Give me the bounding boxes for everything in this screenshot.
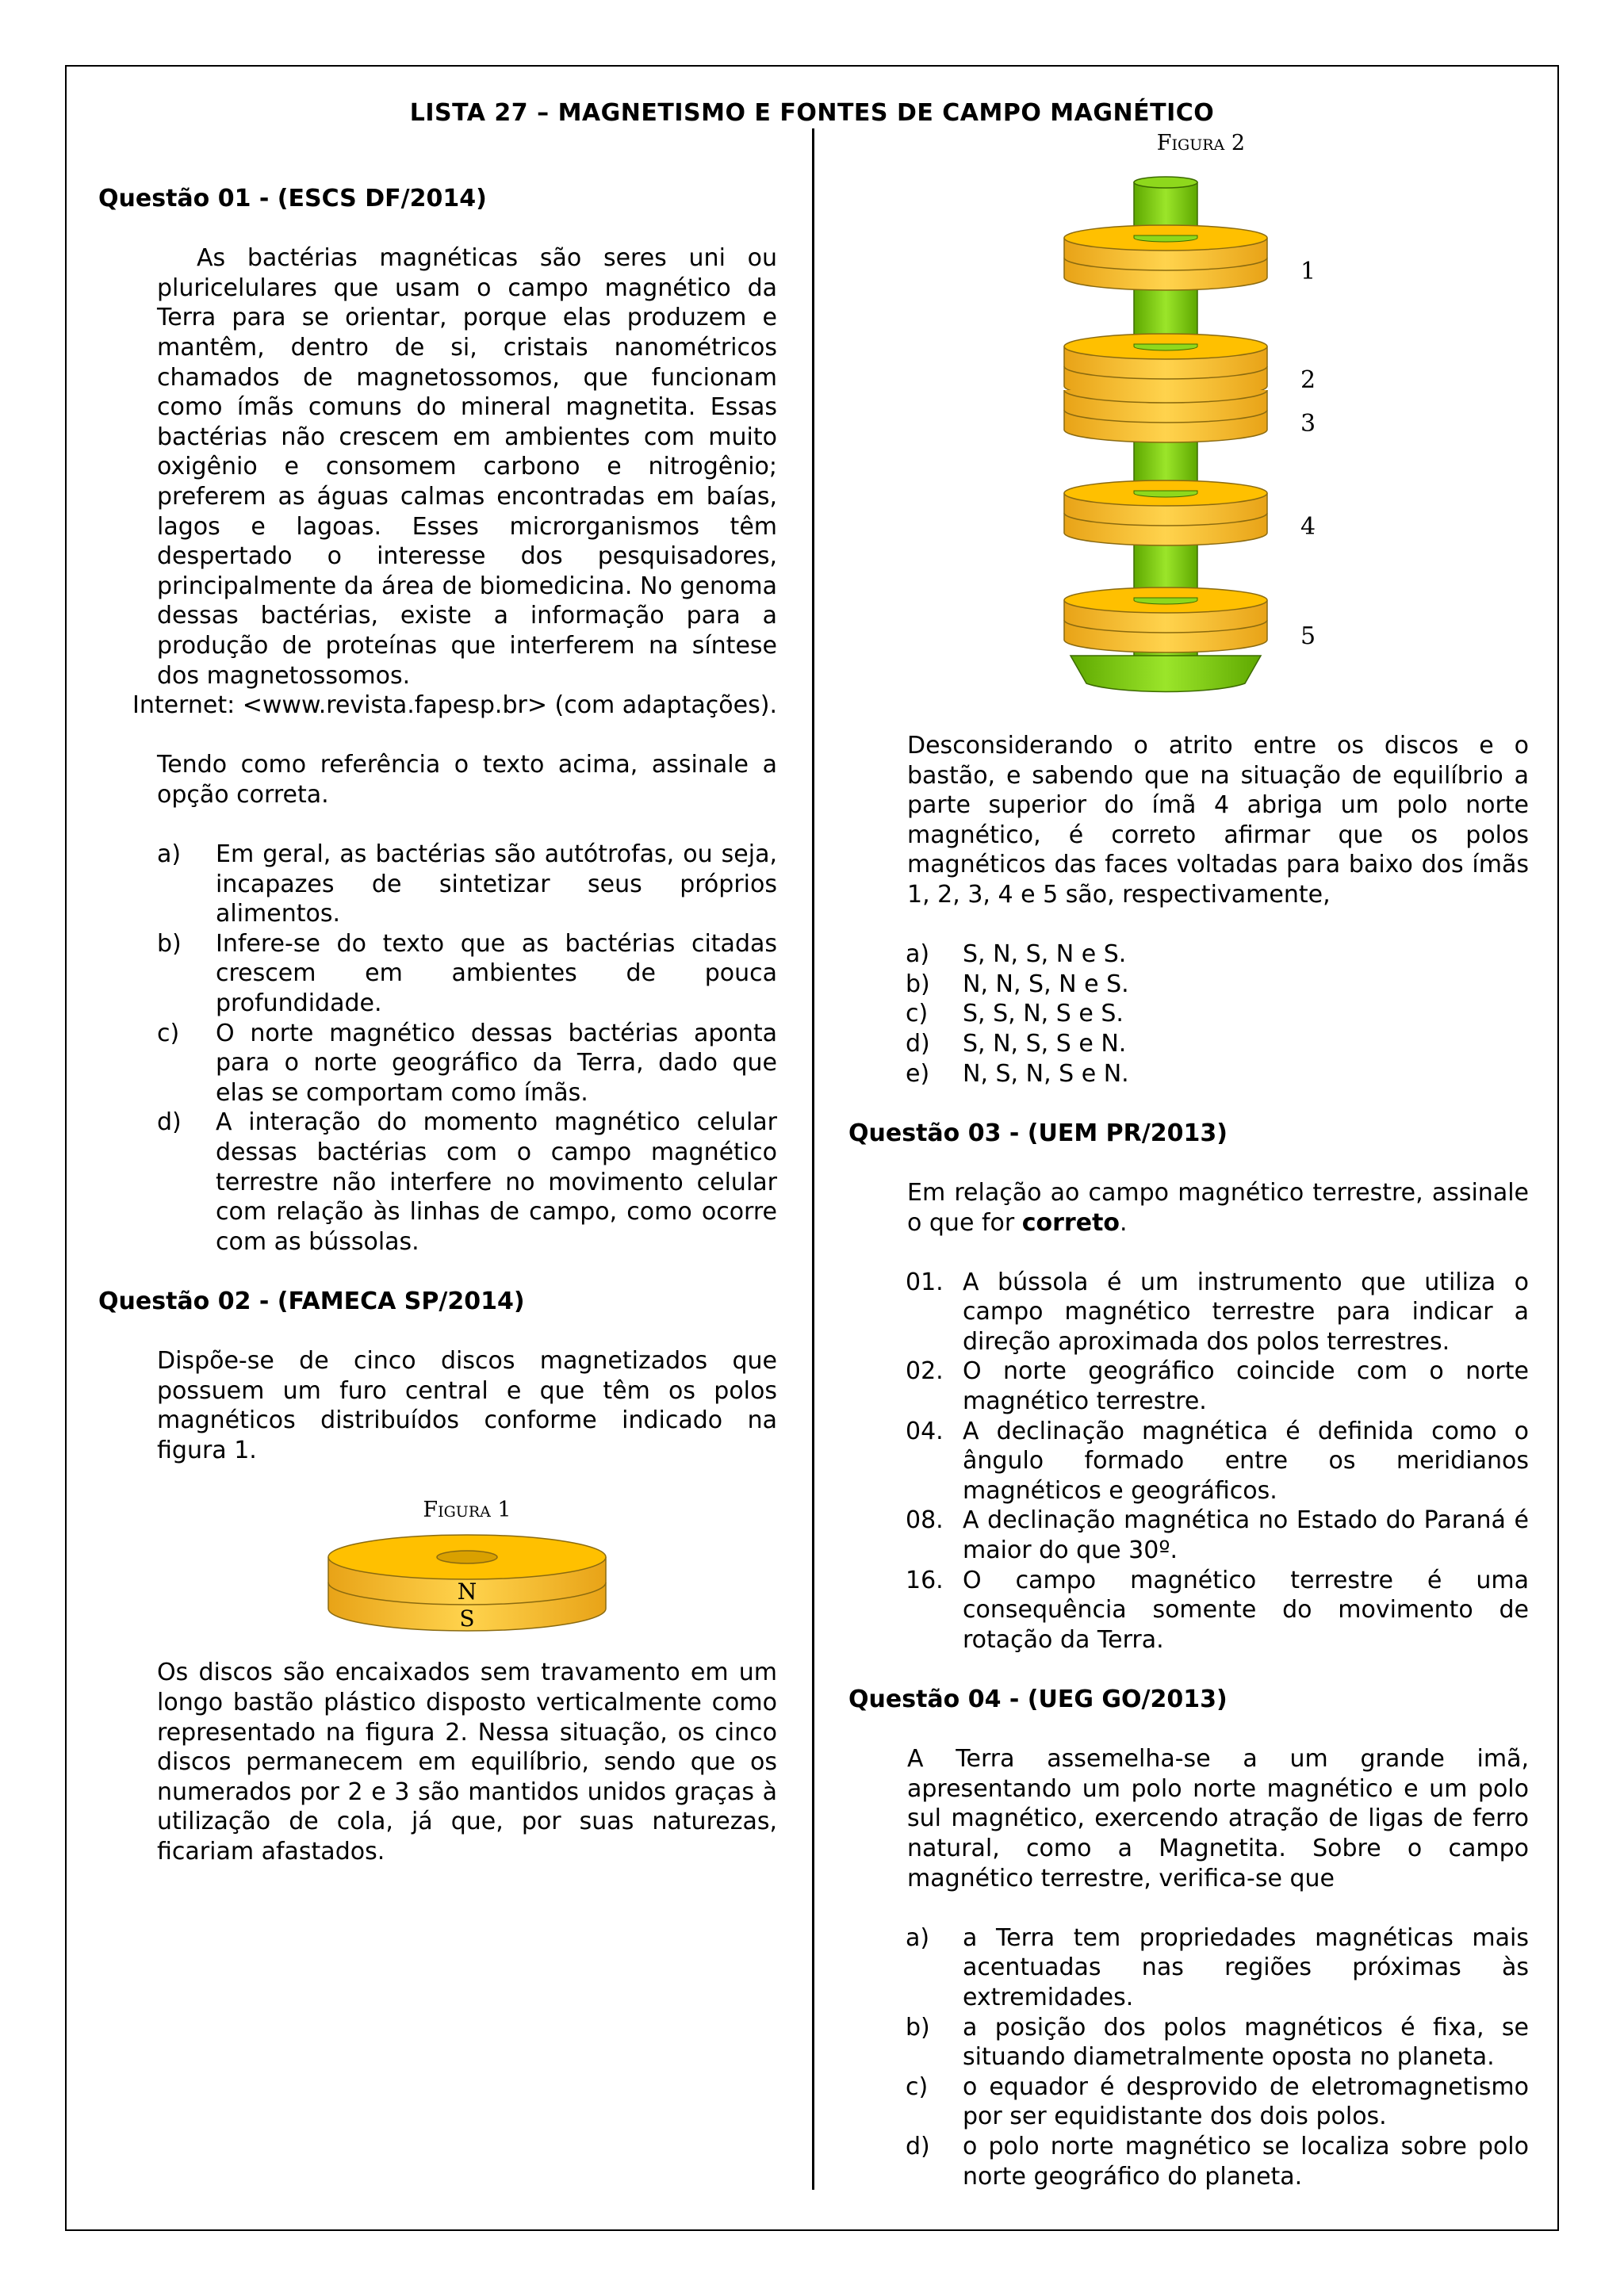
option-item: [848, 999, 1529, 1029]
option-label: a): [906, 1923, 930, 1952]
option-label: b): [906, 2013, 930, 2042]
question-01-source: Internet: <www.revista.fapesp.br> (com adaptações).: [132, 691, 777, 720]
page-title: LISTA 27 – MAGNETISMO E FONTES DE CAMPO MAGNÉTICO: [409, 99, 1215, 127]
option-label: 08.: [906, 1506, 944, 1535]
option-label: a): [157, 840, 182, 869]
option-item: [98, 1019, 777, 1108]
option-text: A declinação magnética no Estado do Paraná é maior do que 30º.: [963, 1506, 1529, 1565]
option-label: d): [906, 1029, 930, 1058]
disc-5: [1064, 587, 1267, 652]
question-01-prompt: Tendo como referência o texto acima, assinale a opção correta.: [157, 751, 777, 809]
option-text: o equador é desprovido de eletromagnetismo por ser equidistante dos dois polos.: [963, 2072, 1529, 2131]
option-text: A interação do momento magnético celular dessas bactérias com o campo magnético terrestre não interfere no movimento celular com relação às linhas de campo, como ocorre com as bússolas.: [216, 1108, 777, 1256]
option-text: O norte geográfico coincide com o norte magnético terrestre.: [963, 1357, 1529, 1416]
prompt-bold-word: correto: [1021, 1208, 1120, 1237]
question-04-options: [848, 1923, 1529, 2191]
option-text: N, N, S, N e S.: [963, 970, 1129, 998]
option-text: S, N, S, S e N.: [963, 1029, 1127, 1058]
disc-label-1: 1: [1300, 258, 1316, 285]
option-text: o polo norte magnético se localiza sobre polo norte geográfico do planeta.: [963, 2132, 1529, 2191]
figure-2-caption: Figura 2: [1156, 131, 1245, 155]
question-01-options: [98, 840, 777, 1257]
option-item: [848, 1923, 1529, 2013]
question-04-heading: Questão 04 - (UEG GO/2013): [848, 1686, 1228, 1713]
left-column: [98, 184, 777, 1866]
disc-3: [1064, 390, 1267, 442]
option-label: d): [157, 1108, 182, 1137]
option-text: N, S, N, S e N.: [963, 1059, 1129, 1088]
option-item: [98, 1108, 777, 1257]
option-label: 16.: [906, 1566, 944, 1594]
figure-2-stacked-discs: [1055, 176, 1348, 699]
option-item: [848, 1566, 1529, 1655]
option-item: [848, 1357, 1529, 1416]
option-label: 01.: [906, 1268, 944, 1296]
option-item: [848, 2013, 1529, 2072]
option-item: [848, 1059, 1529, 1089]
option-item: [848, 2132, 1529, 2191]
option-text: A declinação magnética é definida como o ângulo formado entre os meridianos magnéticos e geográficos.: [963, 1417, 1529, 1505]
question-02-text-1: Dispõe-se de cinco discos magnetizados que possuem um furo central e que têm os polos magnéticos distribuídos conforme indicado na figura 1.: [157, 1347, 777, 1464]
option-item: [848, 1506, 1529, 1565]
option-item: [98, 840, 777, 929]
disc-1: [1064, 225, 1267, 290]
option-text: O campo magnético terrestre é uma consequência somente do movimento de rotação da Terra.: [963, 1566, 1529, 1654]
prompt-text: Em relação ao campo magnético terrestre, assinale o que for: [907, 1178, 1529, 1237]
figure-1-disc-magnet: [324, 1533, 610, 1636]
right-column: [848, 731, 1529, 2191]
column-divider: [812, 128, 814, 2190]
option-text: O norte magnético dessas bactérias aponta para o norte geográfico da Terra, dado que elas se comportam como ímãs.: [216, 1019, 777, 1107]
question-02-heading: Questão 02 - (FAMECA SP/2014): [98, 1287, 525, 1315]
option-label: a): [906, 940, 930, 969]
question-03-heading: Questão 03 - (UEM PR/2013): [848, 1119, 1228, 1147]
option-item: [98, 929, 777, 1019]
option-text: a posição dos polos magnéticos é fixa, se situando diametralmente oposta no planeta.: [963, 2013, 1529, 2072]
option-label: d): [906, 2132, 930, 2160]
option-item: [848, 1268, 1529, 1357]
option-label: b): [906, 970, 930, 998]
disc-4: [1064, 480, 1267, 545]
option-label: 02.: [906, 1357, 944, 1386]
option-item: [848, 1029, 1529, 1059]
disc-label-3: 3: [1300, 410, 1316, 438]
question-01-heading: Questão 01 - (ESCS DF/2014): [98, 185, 487, 212]
question-03-prompt: [848, 1178, 1529, 1238]
option-label: 04.: [906, 1417, 944, 1445]
option-text: Em geral, as bactérias são autótrofas, ou seja, incapazes de sintetizar seus próprios alimentos.: [216, 840, 777, 928]
option-item: [848, 970, 1529, 1000]
disc-label-2: 2: [1300, 366, 1316, 394]
option-item: [848, 2072, 1529, 2132]
question-04-text: A Terra assemelha-se a um grande imã, apresentando um polo norte magnético e um polo sul magnético, exercendo atração de ligas de ferro natural, como a Magnetita. Sobre o campo magnético terrestre, verifica-se que: [907, 1745, 1529, 1892]
disc-2: [1064, 334, 1267, 399]
disc-label-5: 5: [1300, 622, 1316, 650]
figure-1-north-label: N: [457, 1578, 477, 1605]
question-02-text-2: Os discos são encaixados sem travamento em um longo bastão plástico disposto verticalmente como representado na figura 2. Nessa situação, os cinco discos permanecem em equilíbrio, sendo que os numerados por 2 e 3 são mantidos unidos graças à utilização de cola, já que, por suas naturezas, ficariam afastados.: [157, 1659, 777, 1866]
option-text: A bússola é um instrumento que utiliza o campo magnético terrestre para indicar a direção aproximada dos polos terrestres.: [963, 1268, 1529, 1356]
question-03-options: [848, 1268, 1529, 1655]
figure-1-caption: Figura 1: [423, 1498, 511, 1523]
option-label: c): [906, 2072, 929, 2101]
option-item: [848, 939, 1529, 970]
option-text: a Terra tem propriedades magnéticas mais acentuadas nas regiões próximas às extremidades.: [963, 1923, 1529, 2011]
option-label: b): [157, 929, 182, 958]
option-item: [848, 1417, 1529, 1506]
option-label: e): [906, 1059, 930, 1088]
prompt-end: .: [1120, 1208, 1128, 1237]
option-text: S, N, S, N e S.: [963, 940, 1127, 969]
figure-1-south-label: S: [459, 1605, 475, 1632]
question-01-text: As bactérias magnéticas são seres uni ou pluricelulares que usam o campo magnético da Terra para se orientar, porque elas produzem e mantêm, dentro de si, cristais nanométricos chamados de magnetossomos, que funcionam como ímãs comuns do mineral magnetita. Essas bactérias não crescem em ambientes com muito oxigênio e consomem carbono e nitrogênio; preferem as águas calmas encontradas em baías, lagos e lagoas. Esses microrganismos têm despertado o interesse dos pesquisadores, principalmente da área de biomedicina. No genoma dessas bactérias, existe a informação para a produção de proteínas que interferem na síntese dos magnetossomos.: [157, 244, 777, 690]
question-02-options: [848, 939, 1529, 1089]
question-02-text-3: Desconsiderando o atrito entre os discos e o bastão, e sabendo que na situação de equilíbrio a parte superior do ímã 4 abriga um polo norte magnético, é correto afirmar que os polos magnéticos das faces voltadas para baixo dos ímãs 1, 2, 3, 4 e 5 são, respectivamente,: [907, 732, 1529, 909]
option-label: c): [906, 1000, 929, 1028]
option-label: c): [157, 1019, 180, 1047]
option-text: Infere-se do texto que as bactérias citadas crescem em ambientes de pouca profundidade.: [216, 929, 777, 1018]
option-text: S, S, N, S e S.: [963, 1000, 1124, 1028]
disc-label-4: 4: [1300, 513, 1316, 541]
